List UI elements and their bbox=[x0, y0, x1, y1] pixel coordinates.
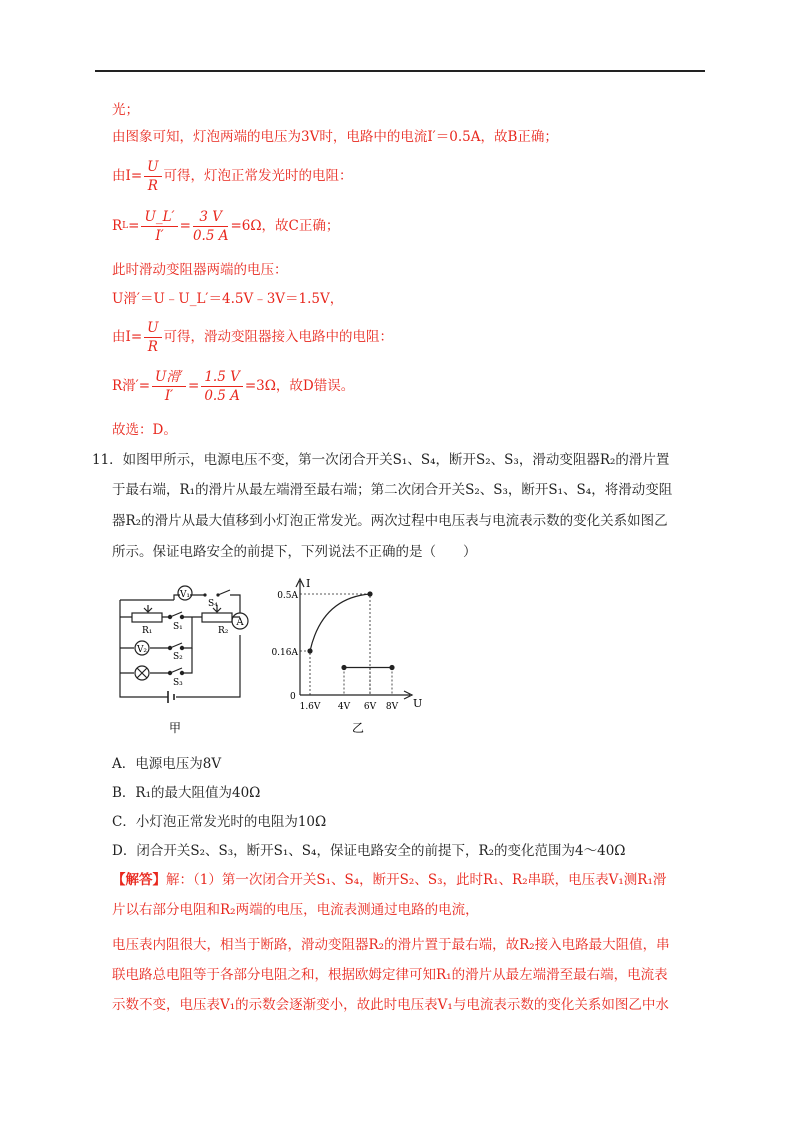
option-b: B．R₁的最大阻值为40Ω bbox=[112, 785, 261, 801]
question-line: 11．如图甲所示，电源电压不变，第一次闭合开关S₁、S₄，断开S₂、S₃，滑动变阻器R₂的滑片置 bbox=[92, 452, 670, 468]
circuit-caption: 甲 bbox=[168, 721, 182, 735]
formula-text: R bbox=[112, 218, 123, 234]
circuit-diagram bbox=[110, 575, 270, 735]
question-line: 于最右端，R₁的滑片从最左端滑至最右端；第二次闭合开关S₂、S₃，断开S₁、S₄，将滑动变阻 bbox=[112, 482, 673, 498]
formula-ohm-2 bbox=[112, 319, 393, 355]
solution-line: 光； bbox=[112, 102, 139, 118]
switch-s1-label: S₁ bbox=[173, 622, 183, 632]
formula-text: 可得，灯泡正常发光时的电阻： bbox=[163, 168, 353, 184]
option-c: C．小灯泡正常发光时的电阻为10Ω bbox=[112, 814, 327, 830]
x-tick-label: 6V bbox=[363, 702, 377, 712]
data-point bbox=[389, 665, 394, 670]
formula-ohm bbox=[112, 158, 353, 194]
formula-text: 由I= bbox=[112, 168, 143, 184]
question-line: 所示。保证电路安全的前提下，下列说法不正确的是（ ） bbox=[112, 544, 477, 560]
formula-text: 可得，滑动变阻器接入电路中的电阻： bbox=[163, 329, 394, 345]
answer-line: 联电路总电阻等于各部分电阻之和，根据欧姆定律可知R₁的滑片从最左端滑至最右端，电流表 bbox=[112, 967, 668, 983]
header-rule bbox=[95, 70, 705, 72]
x-tick-label: 1.6V bbox=[299, 702, 321, 712]
formula-text: 由I= bbox=[112, 329, 143, 345]
resistor-r1-label: R₁ bbox=[142, 626, 153, 636]
iu-graph bbox=[270, 575, 430, 740]
frac-num: 3 V bbox=[193, 208, 229, 227]
frac-num: U_L′ bbox=[141, 208, 177, 227]
y-axis-label: I bbox=[306, 577, 311, 590]
frac-den: I′ bbox=[155, 227, 164, 244]
origin-label: 0 bbox=[290, 692, 296, 702]
frac-den: 0.5 A bbox=[204, 387, 240, 404]
graph-caption: 乙 bbox=[351, 721, 365, 735]
frac-den: I′ bbox=[164, 387, 174, 404]
answer-line bbox=[112, 870, 666, 890]
guide-line bbox=[300, 651, 310, 695]
formula-rslide: R滑′= $\frac{\text{U滑′}}{I'}$ = $\frac{1.5 V}{0.5 A}$ =3Ω，故D错误。 bbox=[112, 368, 355, 404]
formula-text: = bbox=[128, 218, 140, 234]
x-axis bbox=[300, 691, 412, 699]
switch-s3-label: S₃ bbox=[173, 678, 183, 688]
formula-text: R滑′= bbox=[112, 378, 151, 394]
data-point bbox=[307, 648, 312, 653]
frac-num: U bbox=[144, 319, 161, 338]
answer-line: 示数不变，电压表V₁的示数会逐渐变小，故此时电压表V₁与电流表示数的变化关系如图乙中水 bbox=[112, 997, 669, 1013]
y-tick-label: 0.5A bbox=[277, 591, 298, 601]
ammeter-label: A bbox=[236, 617, 244, 628]
frac-den: 0.5 A bbox=[192, 227, 229, 244]
formula-text: =3Ω，故D错误。 bbox=[244, 378, 355, 394]
x-tick-label: 4V bbox=[337, 702, 351, 712]
frac-num: U滑′ bbox=[152, 368, 186, 387]
question-line: 器R₂的滑片从最大值移到小灯泡正常发光。两次过程中电压表与电流表示数的变化关系如图乙 bbox=[112, 513, 668, 529]
switch-s4-label: S₄ bbox=[208, 599, 218, 609]
formula-rl: R L = $\frac{U\_L'}{I'}$ = $\frac{3 V}{0.5 A}$ =6Ω，故C正确； bbox=[112, 208, 340, 244]
answer-line: 片以右部分电阻和R₂两端的电压，电流表测通过电路的电流， bbox=[112, 902, 479, 918]
frac-num: 1.5 V bbox=[201, 368, 243, 387]
frac-den: R bbox=[147, 177, 158, 194]
solution-answer: 故选：D。 bbox=[112, 422, 177, 438]
formula-text: =6Ω，故C正确； bbox=[230, 218, 340, 234]
curve-series bbox=[310, 594, 370, 651]
solution-line: 由图象可知，灯泡两端的电压为3V时，电路中的电流I′＝0.5A，故B正确； bbox=[112, 129, 558, 145]
answer-text: 解：（1）第一次闭合开关S₁、S₄，断开S₂、S₃，此时R₁、R₂串联，电压表V₁测R₁滑 bbox=[166, 872, 667, 888]
answer-tag: 【解答】 bbox=[112, 872, 166, 888]
y-tick-label: 0.16A bbox=[271, 648, 298, 658]
guide-line bbox=[300, 594, 370, 695]
voltmeter-v1-label: V₁ bbox=[179, 590, 191, 600]
solution-line: U滑′＝U﹣U_L′＝4.5V﹣3V＝1.5V， bbox=[112, 291, 344, 307]
data-point bbox=[341, 665, 346, 670]
x-tick-label: 8V bbox=[385, 702, 399, 712]
option-d: D．闭合开关S₂、S₃，断开S₁、S₄，保证电路安全的前提下，R₂的变化范围为4～40Ω bbox=[112, 843, 626, 859]
option-a: A．电源电压为8V bbox=[112, 756, 222, 772]
voltmeter-v2-label: V₂ bbox=[136, 645, 148, 655]
formula-sub: L bbox=[122, 221, 129, 231]
switch-s2-label: S₂ bbox=[173, 652, 183, 662]
resistor-r2-label: R₂ bbox=[218, 626, 229, 636]
frac-den: R bbox=[147, 338, 158, 355]
solution-line: 此时滑动变阻器两端的电压： bbox=[112, 262, 288, 278]
guide-line bbox=[344, 668, 392, 696]
answer-line: 电压表内阻很大，相当于断路，滑动变阻器R₂的滑片置于最右端，故R₂接入电路最大阻值，串 bbox=[112, 937, 670, 953]
data-point bbox=[367, 591, 372, 596]
frac-num: U bbox=[144, 158, 161, 177]
x-axis-label: U bbox=[413, 697, 423, 710]
